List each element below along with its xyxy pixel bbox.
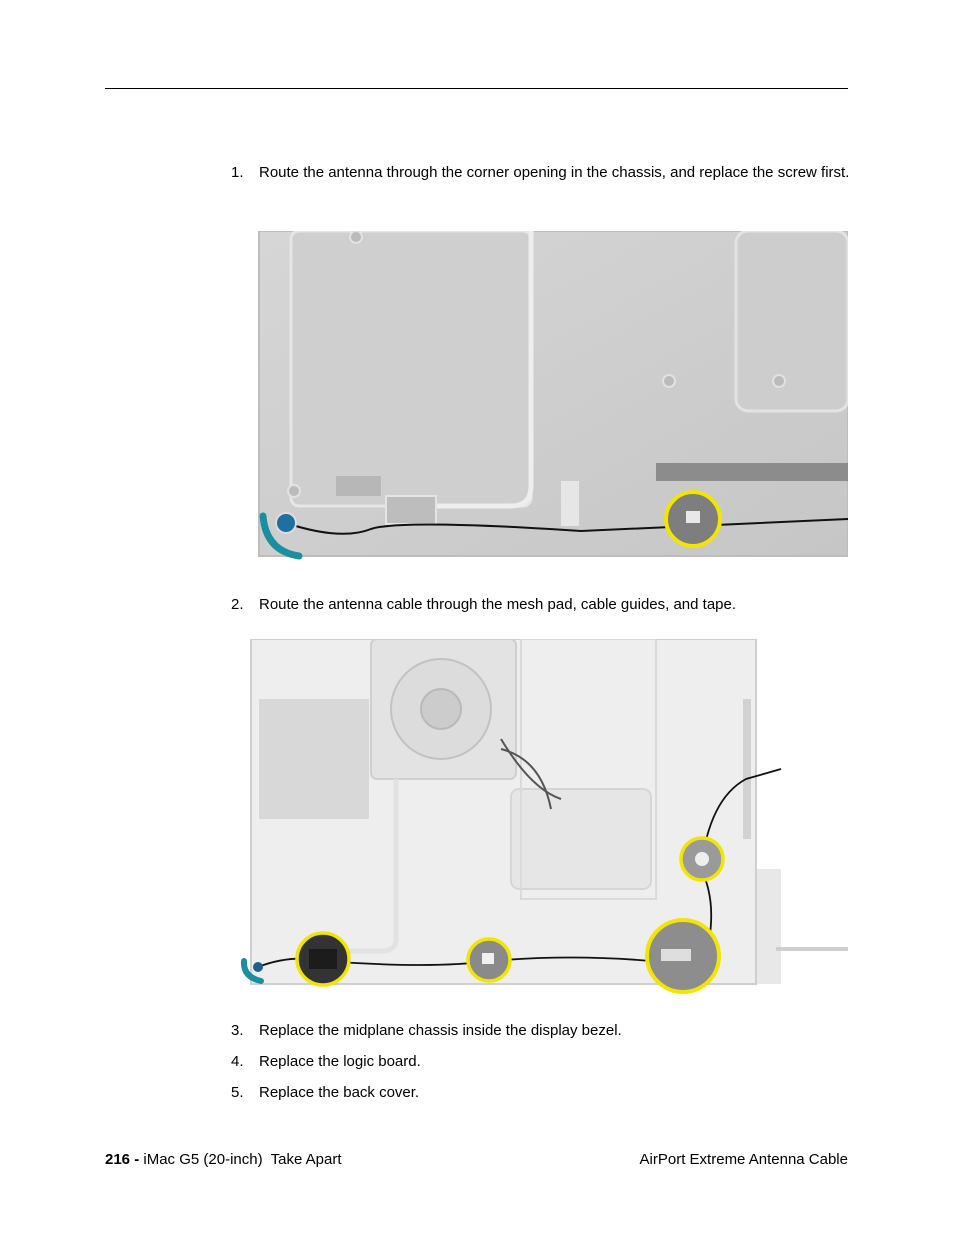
step-number: 2.: [231, 596, 244, 613]
step-number: 3.: [231, 1022, 244, 1039]
step-text: Replace the logic board.: [259, 1053, 421, 1070]
figure-chassis-corner-photo: [231, 231, 848, 583]
step-text: Replace the midplane chassis inside the display bezel.: [259, 1022, 622, 1039]
step-number: 4.: [231, 1053, 244, 1070]
step-text: Route the antenna through the corner opening in the chassis, and replace the screw first.: [259, 164, 850, 181]
section-title: AirPort Extreme Antenna Cable: [639, 1151, 848, 1168]
chassis-corner-photo: [231, 231, 848, 583]
step-number: 5.: [231, 1084, 244, 1101]
footer-left: [105, 1150, 342, 1170]
page-number: 216 -: [105, 1151, 140, 1168]
cable-routing-photo: [231, 639, 848, 1007]
step-text: Replace the back cover.: [259, 1084, 420, 1101]
step-3: [231, 1020, 851, 1042]
step-2: [231, 594, 851, 616]
step-1: [231, 162, 851, 184]
step-5: [231, 1082, 851, 1104]
step-number: 1.: [231, 164, 244, 181]
figure-cable-routing-photo: [231, 639, 848, 1007]
step-text: Route the antenna cable through the mesh pad, cable guides, and tape.: [259, 596, 737, 613]
step-4: [231, 1051, 851, 1073]
doc-title: iMac G5 (20-inch) Take Apart: [143, 1151, 342, 1168]
header-rule: [105, 88, 848, 89]
